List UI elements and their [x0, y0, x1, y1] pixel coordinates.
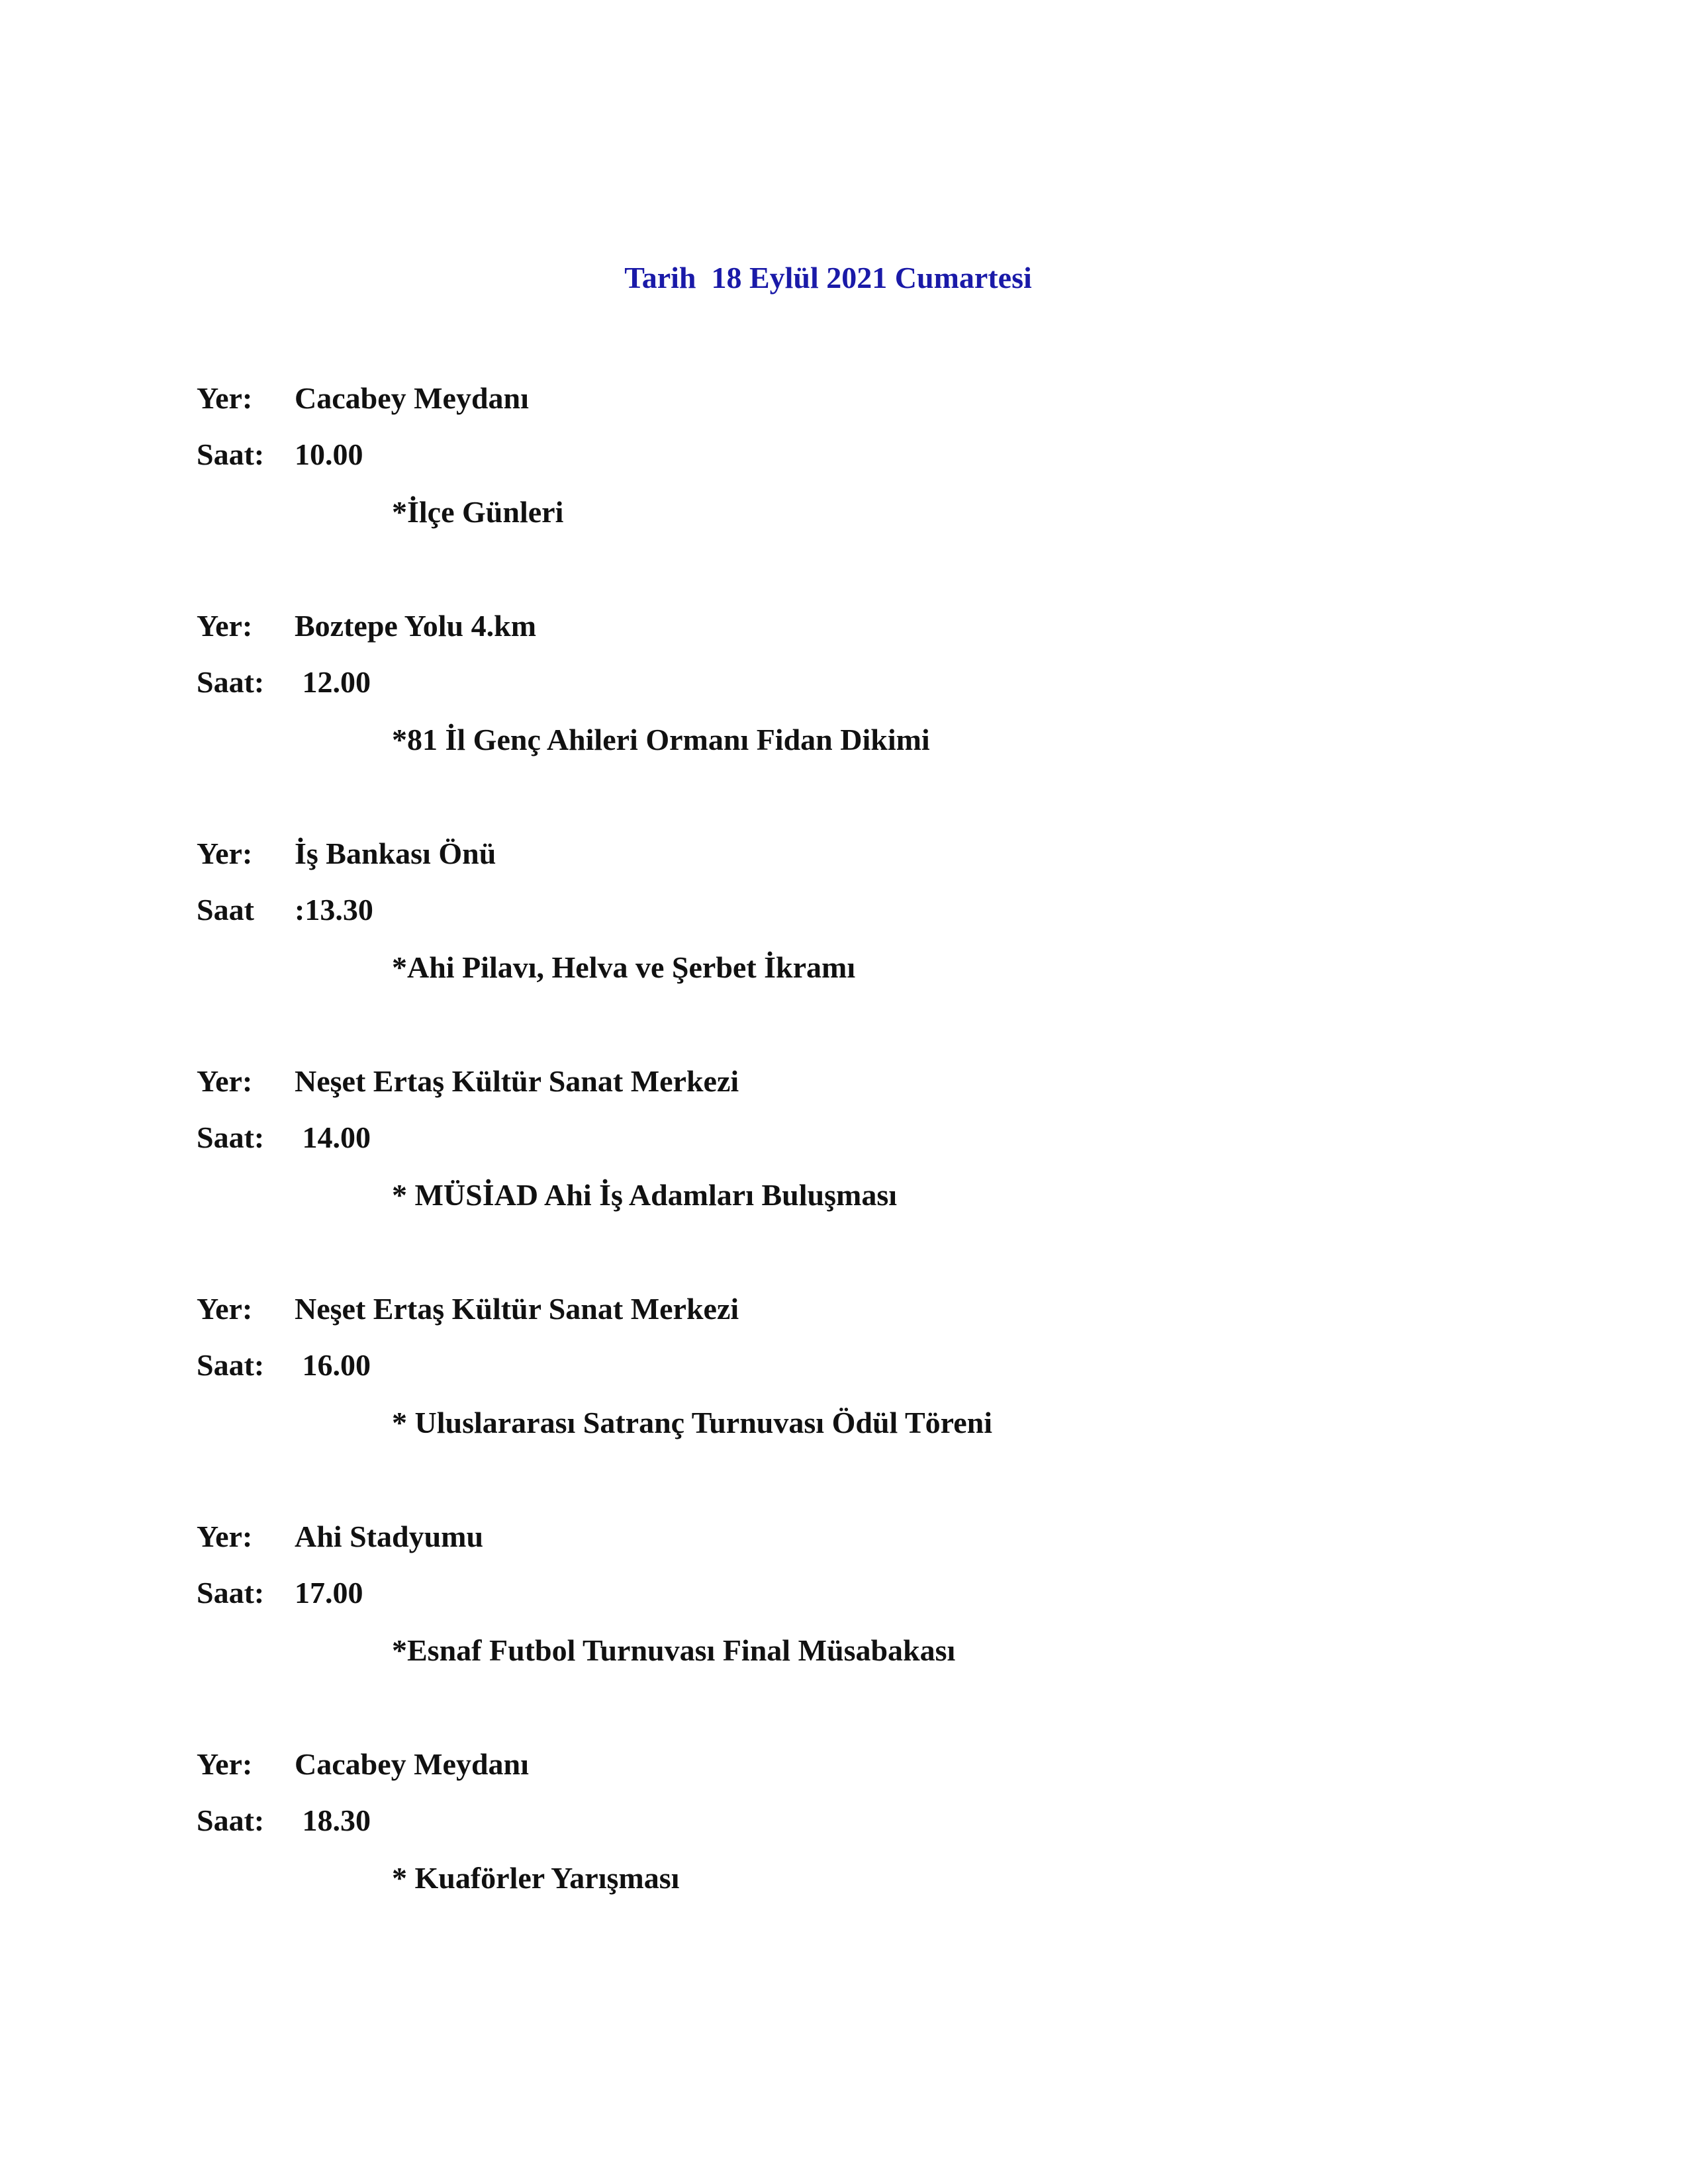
- time-label: Saat: [197, 893, 254, 927]
- place-value: Neşet Ertaş Kültür Sanat Merkezi: [295, 1292, 739, 1326]
- place-label: Yer:: [197, 837, 253, 870]
- place-row: [197, 1745, 529, 1784]
- place-row: [197, 834, 496, 874]
- time-row: [197, 1345, 371, 1385]
- activity-text: * MÜSİAD Ahi İş Adamları Buluşması: [392, 1178, 897, 1212]
- time-row: [197, 890, 373, 930]
- place-value: Neşet Ertaş Kültür Sanat Merkezi: [295, 1064, 739, 1098]
- place-label: Yer:: [197, 1520, 253, 1553]
- place-label: Yer:: [197, 1064, 253, 1098]
- time-label: Saat:: [197, 1803, 265, 1837]
- activity-text: * Uluslararası Satranç Turnuvası Ödül Töreni: [392, 1406, 993, 1439]
- place-label: Yer:: [197, 381, 253, 415]
- activity-text: *Esnaf Futbol Turnuvası Final Müsabakası: [392, 1633, 956, 1667]
- place-row: [197, 1289, 739, 1329]
- place-row: [197, 606, 537, 646]
- time-row: [197, 435, 363, 475]
- place-label: Yer:: [197, 1292, 253, 1326]
- place-value: Ahi Stadyumu: [295, 1520, 484, 1553]
- time-row: [197, 1801, 371, 1841]
- time-label: Saat:: [197, 1348, 265, 1382]
- time-value: :13.30: [295, 893, 373, 927]
- place-label: Yer:: [197, 609, 253, 643]
- time-row: [197, 662, 371, 702]
- time-value: 17.00: [295, 1576, 363, 1610]
- place-value: Cacabey Meydanı: [295, 1747, 529, 1781]
- place-value: Boztepe Yolu 4.km: [295, 609, 537, 643]
- place-label: Yer:: [197, 1747, 253, 1781]
- page-title: Tarih 18 Eylül 2021 Cumartesi: [624, 261, 1032, 295]
- place-row: [197, 379, 529, 418]
- time-label: Saat:: [197, 1576, 265, 1610]
- activity-text: * Kuaförler Yarışması: [392, 1861, 680, 1895]
- time-value: 18.30: [295, 1803, 371, 1837]
- time-value: 12.00: [295, 665, 371, 699]
- place-value: İş Bankası Önü: [295, 837, 496, 870]
- time-label: Saat:: [197, 1120, 265, 1154]
- time-label: Saat:: [197, 437, 265, 471]
- time-value: 10.00: [295, 437, 363, 471]
- activity-text: *81 İl Genç Ahileri Ormanı Fidan Dikimi: [392, 723, 930, 756]
- place-row: [197, 1517, 484, 1557]
- place-row: [197, 1062, 739, 1101]
- activity-text: *İlçe Günleri: [392, 495, 564, 529]
- time-value: 16.00: [295, 1348, 371, 1382]
- time-value: 14.00: [295, 1120, 371, 1154]
- activity-text: *Ahi Pilavı, Helva ve Şerbet İkramı: [392, 950, 856, 984]
- time-row: [197, 1118, 371, 1158]
- place-value: Cacabey Meydanı: [295, 381, 529, 415]
- time-label: Saat:: [197, 665, 265, 699]
- time-row: [197, 1573, 363, 1613]
